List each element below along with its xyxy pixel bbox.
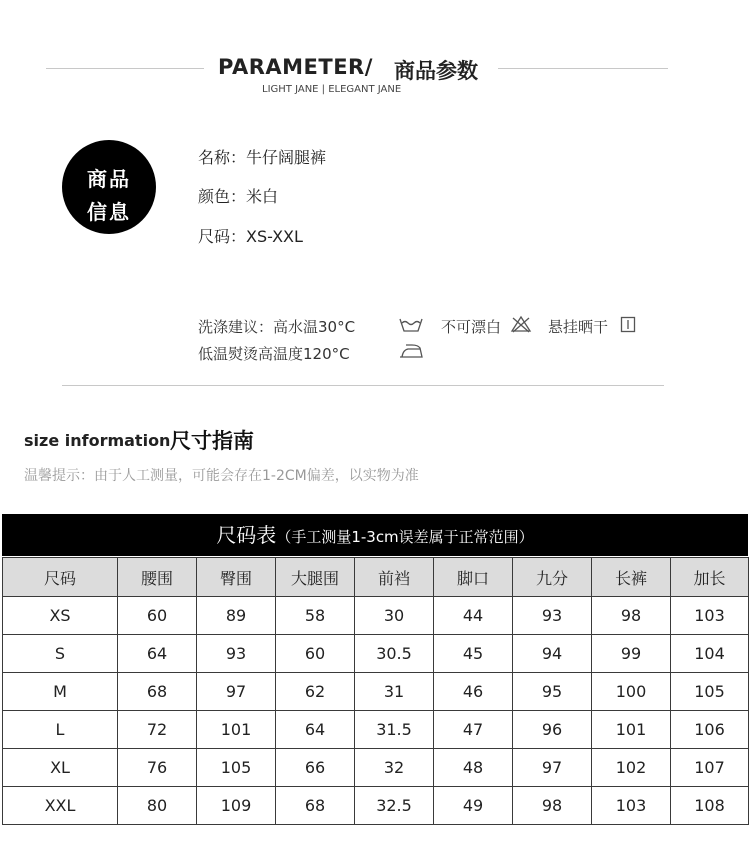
table-cell: 95 (513, 673, 592, 711)
table-cell: 48 (434, 749, 513, 787)
care-iron-label: 低温熨烫高温度120°C (198, 345, 350, 363)
table-cell: 64 (276, 711, 355, 749)
table-cell: 101 (197, 711, 276, 749)
table-cell: 100 (592, 673, 671, 711)
size-table-title-text: 尺码表 (216, 523, 277, 547)
table-header-cell: 大腿围 (276, 558, 355, 597)
product-info-badge-line2: 信息 (87, 200, 131, 224)
table-size-cell: XXL (3, 787, 118, 825)
table-cell: 45 (434, 635, 513, 673)
table-cell: 60 (118, 597, 197, 635)
table-cell: 68 (276, 787, 355, 825)
wash-basin-icon (398, 314, 424, 334)
table-cell: 30.5 (355, 635, 434, 673)
table-cell: 105 (197, 749, 276, 787)
table-size-cell: XS (3, 597, 118, 635)
table-cell: 44 (434, 597, 513, 635)
header-rule-right (498, 68, 668, 69)
table-header-cell: 长裤 (592, 558, 671, 597)
table-cell: 99 (592, 635, 671, 673)
table-cell: 103 (592, 787, 671, 825)
table-size-cell: M (3, 673, 118, 711)
table-header-cell: 脚口 (434, 558, 513, 597)
table-cell: 32.5 (355, 787, 434, 825)
table-cell: 58 (276, 597, 355, 635)
table-cell: 108 (671, 787, 749, 825)
table-cell: 97 (513, 749, 592, 787)
table-cell: 31.5 (355, 711, 434, 749)
table-cell: 94 (513, 635, 592, 673)
table-cell: 93 (197, 635, 276, 673)
hang-dry-icon (620, 316, 636, 334)
iron-icon (398, 342, 424, 360)
table-cell: 107 (671, 749, 749, 787)
table-size-cell: XL (3, 749, 118, 787)
table-row (3, 635, 749, 673)
table-cell: 32 (355, 749, 434, 787)
table-header-cell: 加长 (671, 558, 749, 597)
table-header-row (3, 558, 749, 597)
table-cell: 47 (434, 711, 513, 749)
no-bleach-icon (510, 314, 532, 334)
table-cell: 49 (434, 787, 513, 825)
table-row (3, 673, 749, 711)
table-header-cell: 尺码 (3, 558, 118, 597)
table-header-cell: 臀围 (197, 558, 276, 597)
table-cell: 97 (197, 673, 276, 711)
brand-subtitle: LIGHT JANE | ELEGANT JANE (262, 84, 402, 95)
table-size-cell: S (3, 635, 118, 673)
table-cell: 102 (592, 749, 671, 787)
table-cell: 109 (197, 787, 276, 825)
table-cell: 64 (118, 635, 197, 673)
table-row (3, 787, 749, 825)
table-cell: 89 (197, 597, 276, 635)
product-name: 名称：牛仔阔腿裤 (198, 148, 327, 167)
table-cell: 30 (355, 597, 434, 635)
size-table (2, 557, 749, 825)
table-row (3, 749, 749, 787)
table-cell: 98 (592, 597, 671, 635)
measurement-tip: 温馨提示：由于人工测量，可能会存在1-2CM偏差，以实物为准 (24, 468, 419, 484)
table-header-cell: 腰围 (118, 558, 197, 597)
parameter-title-en: PARAMETER/ (218, 55, 373, 79)
table-cell: 105 (671, 673, 749, 711)
table-header-cell: 前裆 (355, 558, 434, 597)
table-row (3, 597, 749, 635)
table-cell: 76 (118, 749, 197, 787)
care-wash-label: 洗涤建议：高水温30°C (198, 318, 356, 336)
table-row (3, 711, 749, 749)
table-cell: 60 (276, 635, 355, 673)
size-info-title-en: size information (24, 431, 171, 450)
table-cell: 103 (671, 597, 749, 635)
table-cell: 72 (118, 711, 197, 749)
table-cell: 96 (513, 711, 592, 749)
table-cell: 101 (592, 711, 671, 749)
table-header-cell: 九分 (513, 558, 592, 597)
product-info-badge-line1: 商品 (87, 167, 131, 191)
header-rule-left (46, 68, 204, 69)
table-size-cell: L (3, 711, 118, 749)
table-cell: 62 (276, 673, 355, 711)
table-cell: 46 (434, 673, 513, 711)
size-table-title (2, 514, 748, 556)
parameter-title-cn: 商品参数 (394, 59, 478, 83)
product-color: 颜色：米白 (198, 187, 279, 206)
table-cell: 68 (118, 673, 197, 711)
size-info-title-cn: 尺寸指南 (170, 429, 254, 453)
care-hang-dry-label: 悬挂晒干 (548, 318, 609, 336)
size-table-note: （手工测量1-3cm误差属于正常范围） (276, 528, 534, 546)
table-cell: 98 (513, 787, 592, 825)
table-cell: 93 (513, 597, 592, 635)
table-cell: 80 (118, 787, 197, 825)
product-size-range: 尺码：XS-XXL (198, 227, 303, 246)
table-cell: 104 (671, 635, 749, 673)
table-cell: 106 (671, 711, 749, 749)
table-cell: 31 (355, 673, 434, 711)
section-divider (62, 385, 664, 386)
care-no-bleach-label: 不可漂白 (441, 318, 502, 336)
table-cell: 66 (276, 749, 355, 787)
